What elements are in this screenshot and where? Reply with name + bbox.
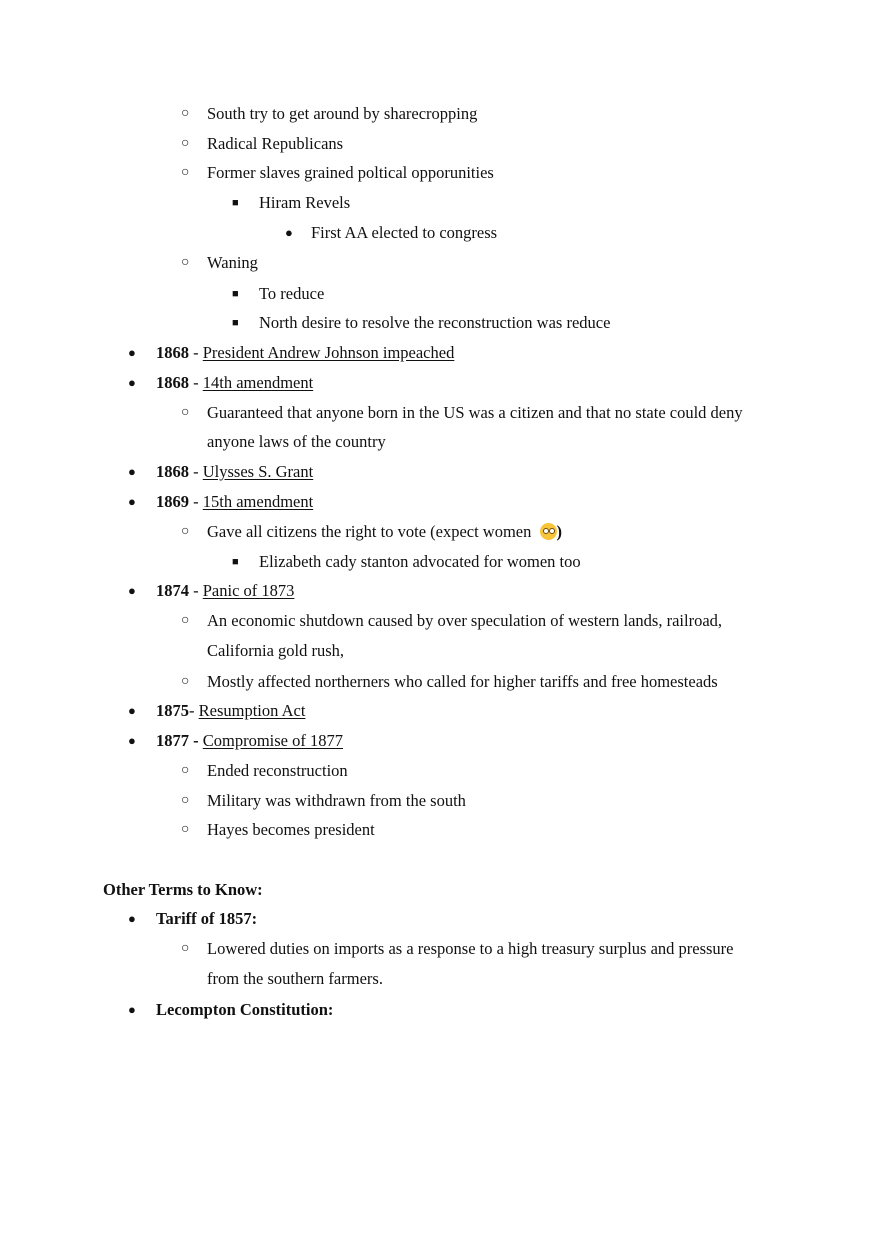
item-text: California gold rush, [207, 641, 345, 660]
item-text: North desire to resolve the reconstruction was reduce [259, 313, 611, 332]
separator: - [189, 492, 203, 511]
event-link[interactable]: Panic of 1873 [202, 581, 295, 600]
event-link[interactable]: President Andrew Johnson impeached [202, 343, 455, 362]
separator: - [189, 462, 203, 481]
disc-bullet-icon: ● [128, 464, 136, 479]
circle-bullet-icon: ○ [181, 763, 190, 778]
item-text: Radical Republicans [207, 134, 344, 153]
disc-bullet-icon: ● [128, 911, 136, 926]
square-bullet-icon: ■ [232, 317, 239, 329]
year: 1868 [156, 373, 189, 392]
item-text: Hayes becomes president [207, 820, 375, 839]
disc-bullet-icon: ● [128, 375, 136, 390]
item-text: To reduce [259, 284, 325, 303]
circle-bullet-icon: ○ [181, 405, 190, 420]
item-text: First AA elected to congress [311, 223, 498, 242]
item-text: Former slaves grained poltical opporunities [207, 163, 494, 182]
separator: - [189, 343, 203, 362]
year: 1874 [156, 581, 189, 600]
year: 1869 [156, 492, 189, 511]
separator: - [189, 581, 203, 600]
disc-bullet-icon: ● [128, 703, 136, 718]
square-bullet-icon: ■ [232, 197, 239, 209]
circle-bullet-icon: ○ [181, 613, 190, 628]
item-text-end: ) [556, 522, 563, 541]
circle-bullet-icon: ○ [181, 136, 190, 151]
term-title: Lecompton Constitution: [156, 1000, 334, 1019]
event-link[interactable]: Compromise of 1877 [202, 731, 343, 750]
event-link[interactable]: Ulysses S. Grant [202, 462, 314, 481]
heading-text: Other Terms to Know: [103, 880, 263, 899]
item-text: Waning [207, 253, 258, 272]
circle-bullet-icon: ○ [181, 524, 190, 539]
year: 1868 [156, 343, 189, 362]
item-text: from the southern farmers. [207, 969, 383, 988]
circle-bullet-icon: ○ [181, 674, 190, 689]
separator: - [189, 373, 203, 392]
item-text: Lowered duties on imports as a response to a high treasury surplus and pressure [207, 939, 734, 958]
item-text: An economic shutdown caused by over speculation of western lands, railroad, [207, 611, 723, 630]
event-link[interactable]: Resumption Act [198, 701, 306, 720]
item-text: anyone laws of the country [207, 432, 386, 451]
disc-bullet-icon: ● [285, 225, 293, 240]
disc-bullet-icon: ● [128, 345, 136, 360]
square-bullet-icon: ■ [232, 556, 239, 568]
event-link[interactable]: 15th amendment [202, 492, 314, 511]
circle-bullet-icon: ○ [181, 106, 190, 121]
item-text: Guaranteed that anyone born in the US was a citizen and that no state could deny [207, 403, 743, 422]
disc-bullet-icon: ● [128, 733, 136, 748]
item-text: Hiram Revels [259, 193, 351, 212]
disc-bullet-icon: ● [128, 1002, 136, 1017]
eye-roll-emoji-icon [540, 523, 557, 540]
separator: - [189, 701, 199, 720]
item-text: Mostly affected northerners who called for higher tariffs and free homesteads [207, 672, 718, 691]
circle-bullet-icon: ○ [181, 941, 190, 956]
item-text: Elizabeth cady stanton advocated for women too [259, 552, 581, 571]
circle-bullet-icon: ○ [181, 165, 190, 180]
square-bullet-icon: ■ [232, 288, 239, 300]
circle-bullet-icon: ○ [181, 255, 190, 270]
item-text: Gave all citizens the right to vote (expect women [207, 522, 536, 541]
year: 1868 [156, 462, 189, 481]
term-title: Tariff of 1857: [156, 909, 258, 928]
disc-bullet-icon: ● [128, 583, 136, 598]
item-text: Ended reconstruction [207, 761, 348, 780]
year: 1877 - [156, 731, 199, 750]
event-link[interactable]: 14th amendment [202, 373, 314, 392]
circle-bullet-icon: ○ [181, 793, 190, 808]
disc-bullet-icon: ● [128, 494, 136, 509]
item-text: South try to get around by sharecropping [207, 104, 478, 123]
item-text: Military was withdrawn from the south [207, 791, 466, 810]
circle-bullet-icon: ○ [181, 822, 190, 837]
year: 1875 [156, 701, 189, 720]
